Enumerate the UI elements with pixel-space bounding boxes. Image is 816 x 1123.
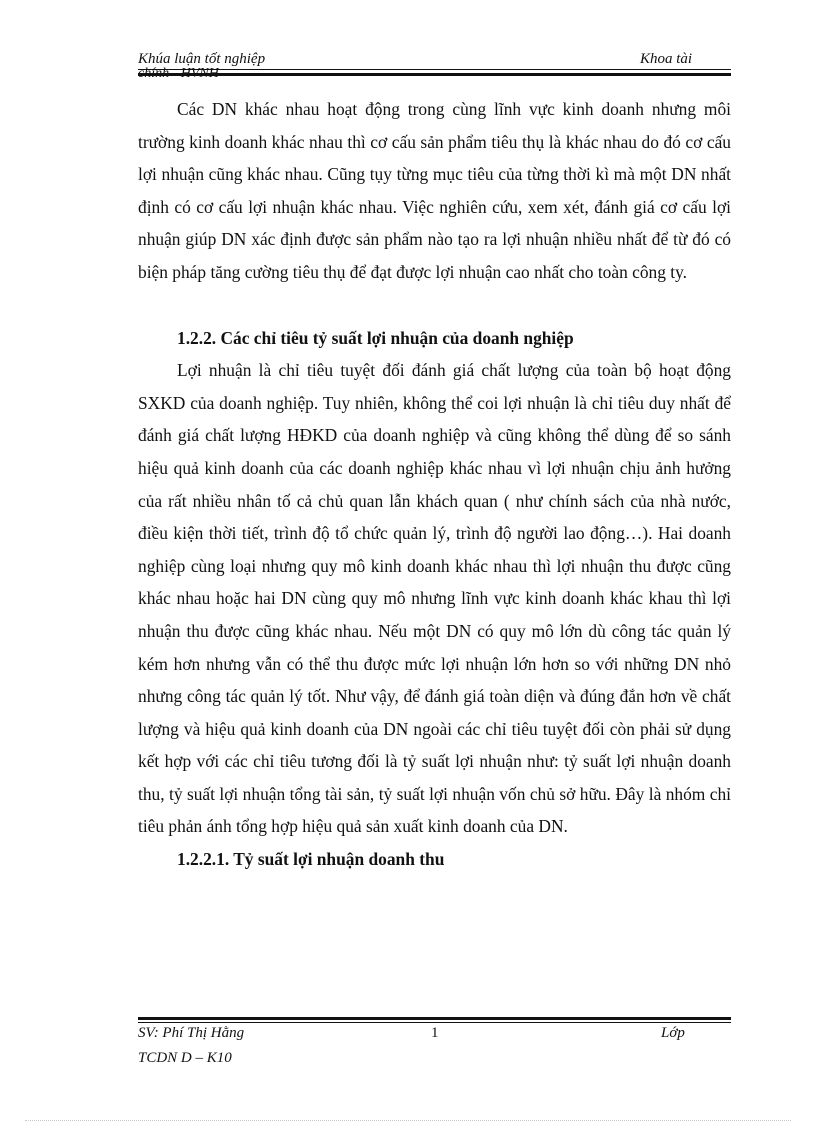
footer-page-number: 1 (431, 1025, 439, 1041)
paragraph-profit-structure: Các DN khác nhau hoạt động trong cùng lĩnh vực kinh doanh nhưng môi trường kinh doanh khác nhau thì cơ cấu sản phẩm tiêu thụ là khác nhau do đó cơ cấu lợi nhuận cũng khác nhau. Cũng tụy từng mục tiêu của từng thời kì mà một DN nhất định có cơ cấu lợi nhuận khác nhau. Việc nghiên cứu, xem xét, đánh giá cơ cấu lợi nhuận giúp DN xác định được sản phẩm nào tạo ra lợi nhuận nhiều nhất để từ đó có biện pháp tăng cường tiêu thụ để đạt được lợi nhuận cao nhất cho toàn công ty. (138, 99, 731, 282)
section-heading-1-2-2-1: 1.2.2.1. Tỷ suất lợi nhuận doanh thu (177, 849, 445, 870)
footer-rule-thick (138, 1017, 731, 1020)
page-edge-divider (25, 1120, 791, 1121)
header-thesis-title: Khúa luận tốt nghiệp (138, 51, 266, 67)
paragraph-profit-ratios: Lợi nhuận là chỉ tiêu tuyệt đối đánh giá chất lượng của toàn bộ hoạt động SXKD của doanh nghiệp. Tuy nhiên, không thể coi lợi nhuận là chỉ tiêu duy nhất để đánh giá chất lượng HĐKD của doanh nghiệp và cũng không thể dùng để so sánh hiệu quả kinh doanh của các doanh nghiệp khác nhau vì lợi nhuận chịu ảnh hưởng của rất nhiều nhân tố cả chủ quan lẫn khách quan ( như chính sách của nhà nước, điều kiện thời tiết, trình độ tổ chức quản lý, trình độ người lao động…). Hai doanh nghiệp cùng loại nhưng quy mô kinh doanh khác nhau thì lợi nhuận thu được cũng khác nhau hoặc hai DN cùng quy mô nhưng lĩnh vực kinh doanh khác khau thì lợi nhuận thu được cũng khác nhau. Nếu một DN có quy mô lớn dù công tác quản lý kém hơn nhưng vẫn có thể thu được mức lợi nhuận lớn hơn so với những DN nhỏ nhưng công tác quản lý tốt. Như vậy, để đánh giá toàn diện và đúng đắn hơn về chất lượng và hiệu quả kinh doanh của DN ngoài các chỉ tiêu tuyệt đối còn phải sử dụng kết hợp với các chỉ tiêu tương đối là tỷ suất lợi nhuận như: tỷ suất lợi nhuận doanh thu, tỷ suất lợi nhuận tổng tài sản, tỷ suất lợi nhuận vốn chủ sở hữu. Đây là nhóm chỉ tiêu phản ánh tổng hợp hiệu quả sản xuất kinh doanh của DN. (138, 360, 731, 837)
page-body (138, 93, 731, 876)
header-rule-thick (138, 73, 731, 76)
header-faculty: Khoa tài (640, 51, 693, 67)
section-heading-1-2-2: 1.2.2. Các chỉ tiêu tỷ suất lợi nhuận của doanh nghiệp (177, 327, 574, 348)
footer-student-name: SV: Phí Thị Hằng (138, 1025, 245, 1041)
footer-rule-thin (138, 1022, 731, 1023)
paragraph-spacer (138, 289, 731, 322)
footer-class-label: Lớp (661, 1025, 685, 1041)
header-rule-thin (138, 69, 731, 70)
footer-class-code: TCDN D – K10 (138, 1050, 232, 1066)
